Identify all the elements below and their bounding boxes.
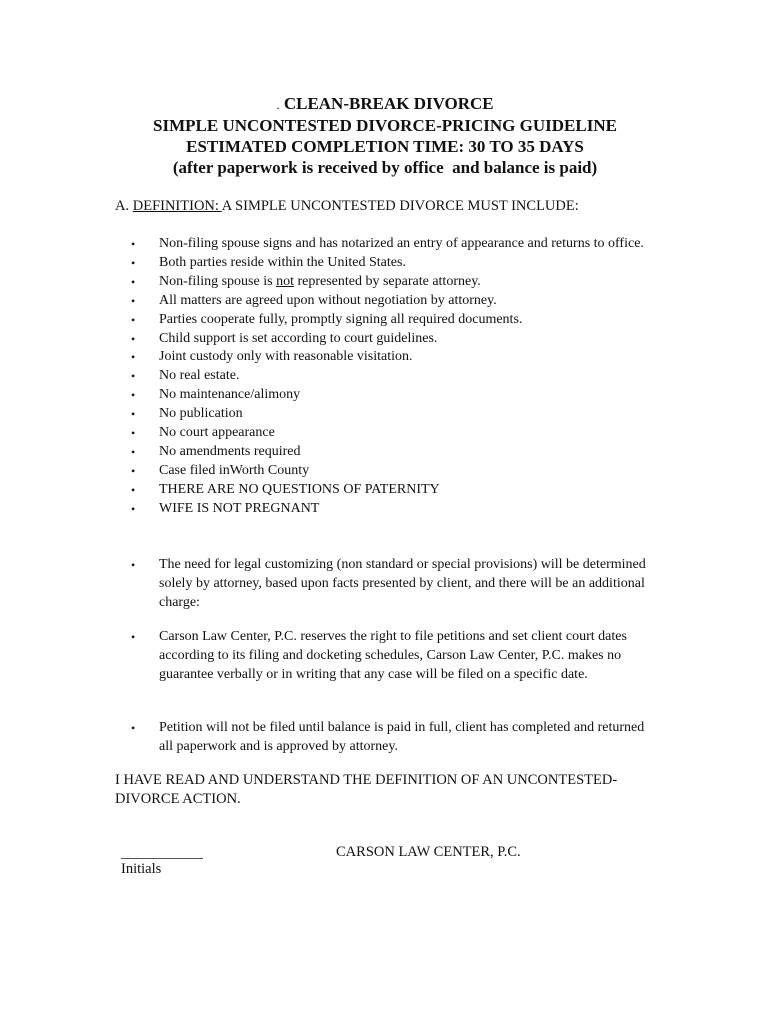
bullet-dot-icon: • [131, 274, 136, 289]
bullet-dot-icon: • [131, 721, 136, 735]
requirement-item [0, 330, 659, 349]
bullet-dot-icon: • [131, 426, 136, 441]
bullet-dot-icon: • [131, 388, 136, 403]
initials-signature-line[interactable] [121, 858, 203, 859]
provision-list-3 [0, 719, 659, 757]
requirement-item [0, 292, 659, 311]
requirement-item [0, 348, 659, 367]
requirement-item [0, 367, 659, 386]
header-completion-time: ESTIMATED COMPLETION TIME: 30 TO 35 DAYS [186, 137, 584, 156]
header-note: (after paperwork is received by office and balance is paid) [172, 158, 598, 177]
list-item-text: Petition will not be filed until balance is paid in full, client has completed and returned all paperwork and is approved by attorney. [159, 720, 645, 754]
requirement-item [0, 443, 659, 462]
list-item-text: Carson Law Center, P.C. reserves the right to file petitions and set client court dates according to its filing and docketing schedules, Carson Law Center, P.C. makes no guarantee verbally or in writing that any case will be filed on a specific date. [159, 629, 627, 682]
requirement-item [0, 311, 659, 330]
requirement-item [0, 254, 659, 273]
list-item-text: Joint custody only with reasonable visitation. [159, 349, 413, 365]
list-item-text: THERE ARE NO QUESTIONS OF PATERNITY [159, 481, 440, 497]
definition-label: A. [115, 198, 133, 214]
requirement-item [0, 386, 659, 405]
bullet-dot-icon: • [131, 255, 136, 270]
list-item-text: The need for legal customizing (non standard or special provisions) will be determined solely by attorney, based upon facts presented by client, and there will be an additional charge: [159, 557, 646, 610]
list-item-underlined: not [276, 273, 294, 289]
list-item-text: Child support is set according to court guidelines. [159, 330, 438, 346]
list-item-after: represented by separate attorney. [293, 273, 481, 289]
requirement-item [0, 405, 659, 424]
bullet-dot-icon: • [131, 293, 136, 308]
provision-list-2 [0, 628, 659, 685]
bullet-dot-icon: • [131, 350, 136, 365]
list-item-text: Parties cooperate fully, promptly signing all required documents. [159, 311, 523, 327]
requirement-item [0, 424, 659, 443]
definition-text: A SIMPLE UNCONTESTED DIVORCE MUST INCLUDE: [221, 198, 579, 214]
bullet-dot-icon: • [131, 331, 136, 346]
header-title-line [0, 93, 770, 115]
header-title: CLEAN-BREAK DIVORCE [283, 94, 494, 113]
requirements-list [0, 235, 659, 519]
bullet-dot-icon: • [131, 501, 136, 516]
initials-label: Initials [121, 861, 162, 877]
list-item-text: No real estate. [159, 368, 240, 384]
list-item-text: No amendments required [159, 443, 301, 459]
header-subtitle: SIMPLE UNCONTESTED DIVORCE-PRICING GUIDELINE [153, 116, 617, 135]
list-item-text: Non-filing spouse signs and has notarized an entry of appearance and returns to office. [159, 236, 644, 251]
bullet-dot-icon: • [131, 558, 136, 572]
requirement-item [0, 235, 659, 254]
list-item-text: No publication [159, 406, 243, 422]
requirement-item [0, 500, 659, 519]
requirement-item [0, 481, 659, 500]
list-item-text: No maintenance/alimony [159, 387, 301, 403]
acknowledgement-statement: I HAVE READ AND UNDERSTAND THE DEFINITION OF AN UNCONTESTED-DIVORCE ACTION. [115, 772, 618, 807]
provision-item [0, 628, 659, 685]
bullet-dot-icon: • [131, 482, 136, 497]
list-item-text: No court appearance [159, 425, 275, 441]
bullet-dot-icon: • [131, 369, 136, 384]
bullet-dot-icon: • [131, 407, 136, 422]
provision-item [0, 556, 659, 613]
list-item-text: All matters are agreed upon without negotiation by attorney. [159, 292, 497, 308]
provision-item [0, 719, 659, 757]
requirement-item [0, 462, 659, 481]
list-item-text: WIFE IS NOT PREGNANT [159, 500, 320, 516]
bullet-dot-icon: • [131, 237, 136, 251]
bullet-dot-icon: • [131, 444, 136, 459]
requirement-item [0, 273, 659, 292]
document-header [0, 93, 770, 178]
definition-heading [115, 198, 579, 215]
firm-name: CARSON LAW CENTER, P.C. [336, 844, 521, 860]
list-item-text: Case filed inWorth County [159, 462, 310, 478]
provision-list-1 [0, 556, 659, 613]
bullet-dot-icon: • [131, 463, 136, 478]
bullet-dot-icon: • [131, 630, 136, 644]
bullet-dot-icon: • [131, 312, 136, 327]
definition-underlined: DEFINITION: [132, 198, 222, 214]
header-prefix: . [276, 97, 280, 112]
list-item-text: Both parties reside within the United States. [159, 254, 406, 270]
list-item-before: Non-filing spouse is [159, 273, 277, 289]
